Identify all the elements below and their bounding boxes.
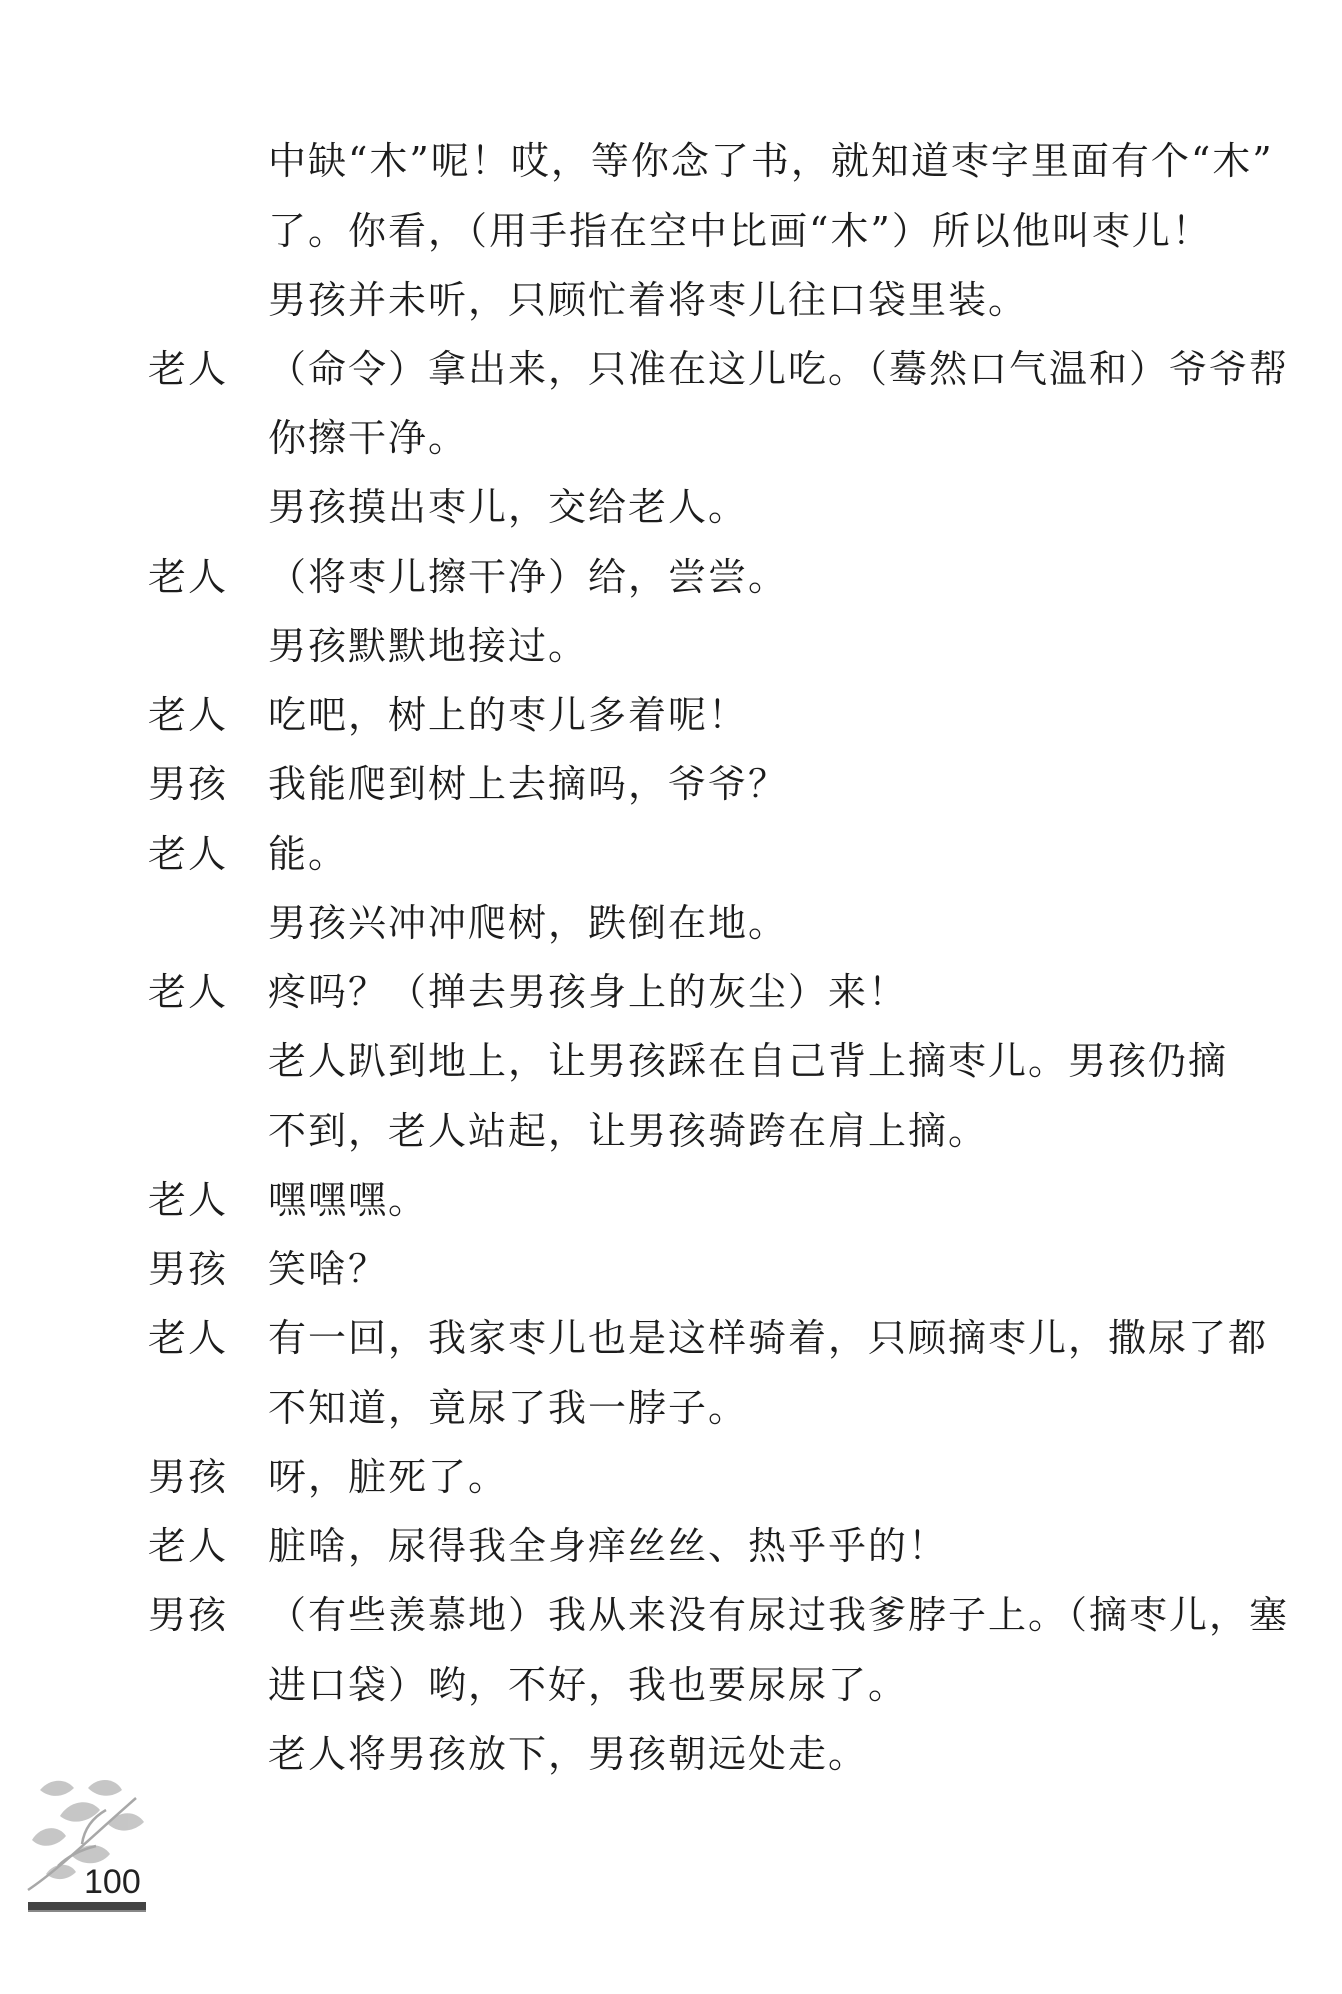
page-number: 100 (84, 1863, 141, 1901)
speaker-label: 老人 (148, 1524, 229, 1568)
dialogue-text: 进口袋）哟，不好，我也要尿尿了。 (268, 1663, 909, 1707)
dialogue-text: 我能爬到树上去摘吗，爷爷？ (268, 762, 789, 806)
stage-direction: 男孩并未听，只顾忙着将枣儿往口袋里装。 (268, 278, 1029, 322)
speaker-label: 老人 (148, 347, 229, 391)
speaker-label: 老人 (148, 693, 229, 737)
speaker-label: 老人 (148, 555, 229, 599)
speaker-label: 男孩 (148, 1593, 229, 1637)
stage-direction: 老人将男孩放下，男孩朝远处走。 (268, 1732, 869, 1776)
dialogue-text: 能。 (268, 832, 349, 876)
dialogue-text: 呀，脏死了。 (268, 1455, 509, 1499)
dialogue-text: 你擦干净。 (268, 416, 469, 460)
page-number-bar (28, 1902, 146, 1910)
speaker-label: 男孩 (148, 762, 229, 806)
dialogue-text: 脏啥，尿得我全身痒丝丝、热乎乎的！ (268, 1524, 949, 1568)
dialogue-text: 疼吗？（掸去男孩身上的灰尘）来！ (268, 970, 909, 1014)
dialogue-text: （有些羡慕地）我从来没有尿过我爹脖子上。（摘枣儿，塞 (268, 1593, 1290, 1637)
speaker-label: 老人 (148, 1178, 229, 1222)
stage-direction: 男孩摸出枣儿，交给老人。 (268, 485, 749, 529)
line-text: 了。你看，（用手指在空中比画“木”）所以他叫枣儿！ (268, 209, 1212, 253)
stage-direction: 老人趴到地上，让男孩踩在自己背上摘枣儿。男孩仍摘 (268, 1039, 1229, 1083)
dialogue-text: 吃吧，树上的枣儿多着呢！ (268, 693, 749, 737)
speaker-label: 男孩 (148, 1455, 229, 1499)
stage-direction: 男孩兴冲冲爬树，跌倒在地。 (268, 901, 789, 945)
line-text: 中缺“木”呢！哎，等你念了书，就知道枣字里面有个“木” (268, 139, 1274, 183)
stage-direction: 不到，老人站起，让男孩骑跨在肩上摘。 (268, 1109, 989, 1153)
speaker-label: 老人 (148, 970, 229, 1014)
page-number-underline (28, 1910, 146, 1912)
dialogue-text: 嘿嘿嘿。 (268, 1178, 429, 1222)
dialogue-text: 不知道，竟尿了我一脖子。 (268, 1386, 749, 1430)
speaker-label: 老人 (148, 832, 229, 876)
dialogue-text: 有一回，我家枣儿也是这样骑着，只顾摘枣儿，撒尿了都 (268, 1316, 1269, 1360)
speaker-label: 老人 (148, 1316, 229, 1360)
dialogue-text: （命令）拿出来，只准在这儿吃。（蓦然口气温和）爷爷帮 (268, 347, 1290, 391)
speaker-label: 男孩 (148, 1247, 229, 1291)
dialogue-text: 笑啥？ (268, 1247, 389, 1291)
stage-direction: 男孩默默地接过。 (268, 624, 589, 668)
dialogue-text: （将枣儿擦干净）给，尝尝。 (268, 555, 789, 599)
